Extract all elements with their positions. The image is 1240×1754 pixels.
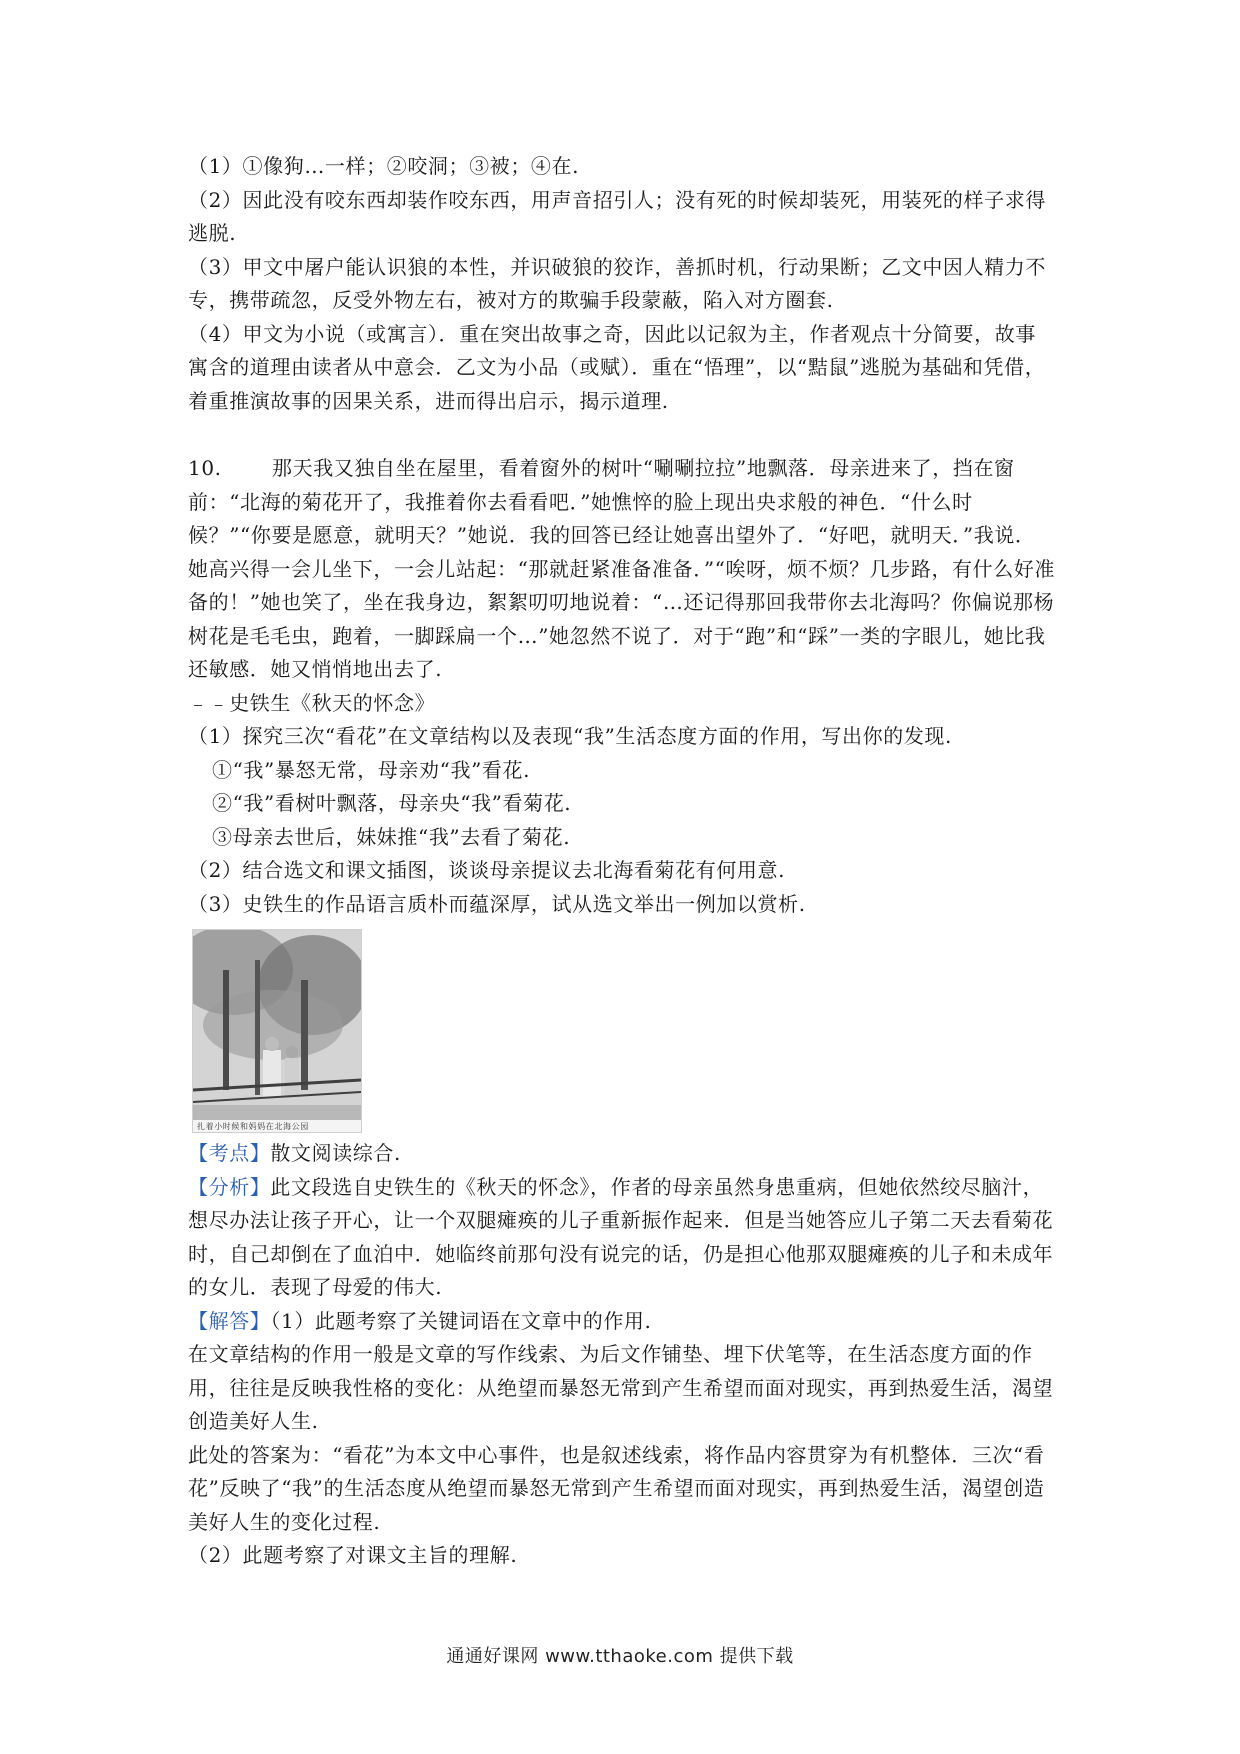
solution-paragraph: （2）此题考察了对课文主旨的理解. <box>188 1543 518 1567</box>
sub-question-1: （1）探究三次“看花”在文章结构以及表现“我”生活态度方面的作用，写出你的发现. <box>188 724 952 748</box>
page-footer: 通通好课网 www.tthaoke.com 提供下载 <box>446 1646 794 1667</box>
solution-paragraph: 在文章结构的作用一般是文章的写作线索、为后文作铺垫、埋下伏笔等，在生活态度方面的作用，往往是反映我性格的变化：从绝望而暴怒无常到产生希望而面对现实，再到热爱生活，渴望创造美好人生. <box>188 1342 1054 1433</box>
kaodian-text: 散文阅读综合. <box>270 1141 401 1165</box>
question-number: 10. <box>188 456 222 480</box>
jieda-text: （1）此题考察了关键词语在文章中的作用. <box>270 1308 652 1333</box>
kaodian-line <box>188 1137 1056 1171</box>
answer-9-1: （1）①像狗…一样；②咬洞；③被；④在. <box>188 154 580 178</box>
jieda-tag: 【解答】 <box>188 1308 271 1333</box>
illustration-photo <box>193 930 361 1132</box>
fenxi-line <box>188 1171 1056 1305</box>
page-content <box>188 150 1056 1573</box>
sub-question-2: （2）结合选文和课文插图，谈谈母亲提议去北海看菊花有何用意. <box>188 858 786 882</box>
illustration-caption: 扎着小时候和妈妈在北海公园 <box>197 1122 309 1131</box>
fenxi-tag: 【分析】 <box>188 1174 271 1199</box>
fenxi-text: 此文段选自史铁生的《秋天的怀念》，作者的母亲虽然身患重病，但她依然绞尽脑汁，想尽办法让孩子开心，让一个双腿瘫痪的儿子重新振作起来．但是当她答应儿子第二天去看菊花时，自己却倒在了血泊中．她临终前那句没有说完的话，仍是担心他那双腿瘫痪的儿子和未成年的女儿．表现了母爱的伟大. <box>188 1174 1054 1299</box>
solution-paragraph: 此处的答案为：“看花”为本文中心事件，也是叙述线索，将作品内容贯穿为有机整体．三次“看花”反映了“我”的生活态度从绝望而暴怒无常到产生希望而面对现实，再到热爱生活，渴望创造美好人生的变化过程. <box>188 1442 1045 1534</box>
passage-source: ﹣﹣史铁生《秋天的怀念》 <box>188 690 436 715</box>
sub-question-1-item: ②“我”看树叶飘落，母亲央“我”看菊花. <box>212 791 572 815</box>
sub-question-1-item: ③母亲去世后，妹妹推“我”去看了菊花. <box>212 824 571 849</box>
answer-9-4: （4）甲文为小说（或寓言）．重在突出故事之奇，因此以记叙为主，作者观点十分简要，故事寓含的道理由读者从中意会．乙文为小品（或赋）．重在“悟理”，以“黠鼠”逃脱为基础和凭借，着重推演故事的因果关系，进而得出启示，揭示道理. <box>188 321 1046 413</box>
answer-9-2: （2）因此没有咬东西却装作咬东西，用声音招引人；没有死的时候却装死，用装死的样子求得逃脱. <box>188 187 1046 245</box>
question-10-passage <box>188 452 1056 687</box>
sub-question-1-item: ①“我”暴怒无常，母亲劝“我”看花. <box>212 757 531 782</box>
sub-question-3: （3）史铁生的作品语言质朴而蕴深厚，试从选文举出一例加以赏析. <box>188 891 806 916</box>
answer-9-3: （3）甲文中屠户能认识狼的本性，并识破狼的狡诈，善抓时机，行动果断；乙文中因人精力不专，携带疏忽，反受外物左右，被对方的欺骗手段蒙蔽，陷入对方圈套. <box>188 254 1046 312</box>
jieda-line <box>188 1305 1056 1339</box>
textbook-illustration <box>192 929 362 1133</box>
kaodian-tag: 【考点】 <box>188 1141 271 1165</box>
passage-text: 那天我又独自坐在屋里，看着窗外的树叶“唰唰拉拉”地飘落．母亲进来了，挡在窗前：“北海的菊花开了，我推着你去看看吧．”她憔悴的脸上现出央求般的神色．“什么时候？”“你要是愿意，就明天？”她说．我的回答已经让她喜出望外了．“好吧，就明天．”我说．她高兴得一会儿坐下，一会儿站起：“那就赶紧准备准备．”“唉呀，烦不烦？几步路，有什么好准备的！”她也笑了，坐在我身边，絮絮叨叨地说着：“…还记得那回我带你去北海吗？你偏说那杨树花是毛毛虫，跑着，一脚踩扁一个…”她忽然不说了．对于“跑”和“踩”一类的字眼儿，她比我还敏感．她又悄悄地出去了. <box>188 456 1056 681</box>
spacer <box>188 418 1056 452</box>
